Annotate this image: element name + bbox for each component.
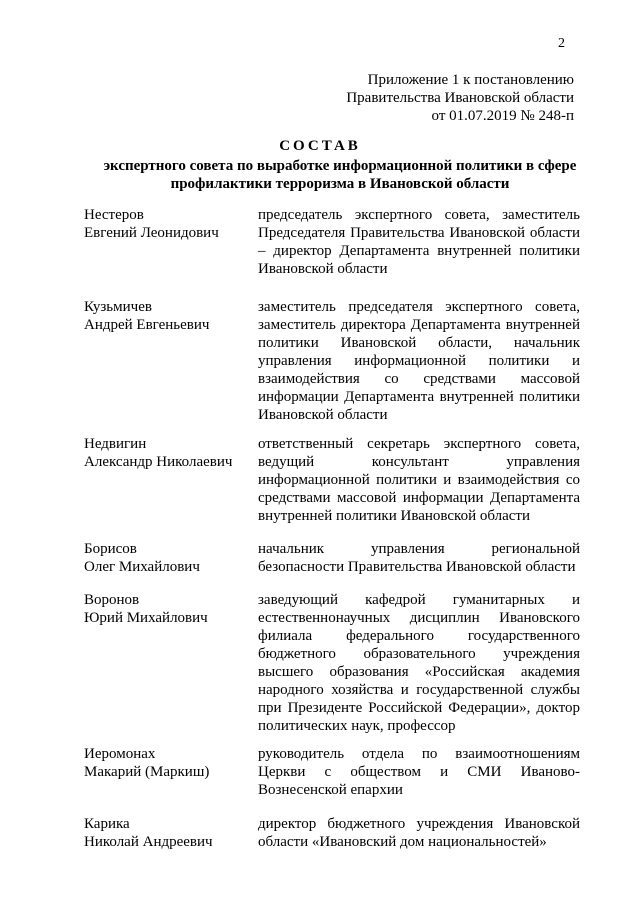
member-surname: Недвигин [84, 436, 147, 452]
member-surname: Воронов [84, 592, 140, 608]
member-given-names: Александр Николаевич [84, 454, 233, 470]
member-entry [84, 298, 580, 435]
member-entry [84, 540, 580, 591]
member-given-names: Андрей Евгеньевич [84, 317, 210, 333]
member-role: начальник управления региональной безопасности Правительства Ивановской области [258, 541, 580, 575]
member-entry [84, 745, 580, 815]
document-title: СОСТАВ [279, 138, 361, 154]
member-entry [84, 815, 580, 855]
member-entry [84, 206, 580, 298]
member-given-names: Николай Андреевич [84, 834, 213, 850]
member-entry [84, 591, 580, 745]
member-name [84, 815, 258, 851]
member-surname: Иеромонах [84, 746, 156, 762]
member-surname: Борисов [84, 541, 137, 557]
member-name [84, 298, 258, 334]
member-name [84, 206, 258, 242]
member-entry [84, 435, 580, 540]
document-subtitle: экспертного совета по выработке информационной политики в сфере профилактики терроризма в Ивановской области [103, 158, 577, 192]
member-name [84, 745, 258, 781]
member-role: заведующий кафедрой гуманитарных и естественнонаучных дисциплин Ивановского филиала федерального государственного бюджетного образовательного учреждения высшего образования «Российская академия народного хозяйства и государственной службы при Президенте Российской Федерации», доктор политических наук, профессор [258, 592, 580, 734]
appendix-line-3: от 01.07.2019 № 248-п [431, 108, 574, 124]
member-role: ответственный секретарь экспертного совета, ведущий консультант управления информационной политики и взаимодействия со средствами массовой информации Департамента внутренней политики Ивановской области [258, 436, 580, 524]
member-given-names: Олег Михайлович [84, 559, 200, 575]
members-list [84, 206, 580, 855]
member-surname: Кузьмичев [84, 299, 152, 315]
member-surname: Карика [84, 816, 130, 832]
member-name [84, 591, 258, 627]
member-name [84, 540, 258, 576]
member-given-names: Евгений Леонидович [84, 225, 219, 241]
member-surname: Нестеров [84, 207, 144, 223]
member-role: руководитель отдела по взаимоотношениям Церкви с обществом и СМИ Иваново-Вознесенской епархии [258, 746, 580, 798]
appendix-line-1: Приложение 1 к постановлению [367, 72, 574, 88]
member-role: директор бюджетного учреждения Ивановской области «Ивановский дом национальностей» [258, 816, 580, 850]
appendix-line-2: Правительства Ивановской области [346, 90, 574, 106]
appendix-reference [346, 71, 574, 125]
member-role: председатель экспертного совета, заместитель Председателя Правительства Ивановской области – директор Департамента внутренней политики Ивановской области [258, 207, 580, 277]
member-given-names: Макарий (Маркиш) [84, 764, 210, 780]
member-role: заместитель председателя экспертного совета, заместитель директора Департамента внутренней политики Ивановской области, начальник управления информационной политики и взаимодействия со средствами массовой информации Департамента внутренней политики Ивановской области [258, 299, 580, 423]
member-name [84, 435, 258, 471]
page-number: 2 [558, 36, 565, 51]
member-given-names: Юрий Михайлович [84, 610, 208, 626]
